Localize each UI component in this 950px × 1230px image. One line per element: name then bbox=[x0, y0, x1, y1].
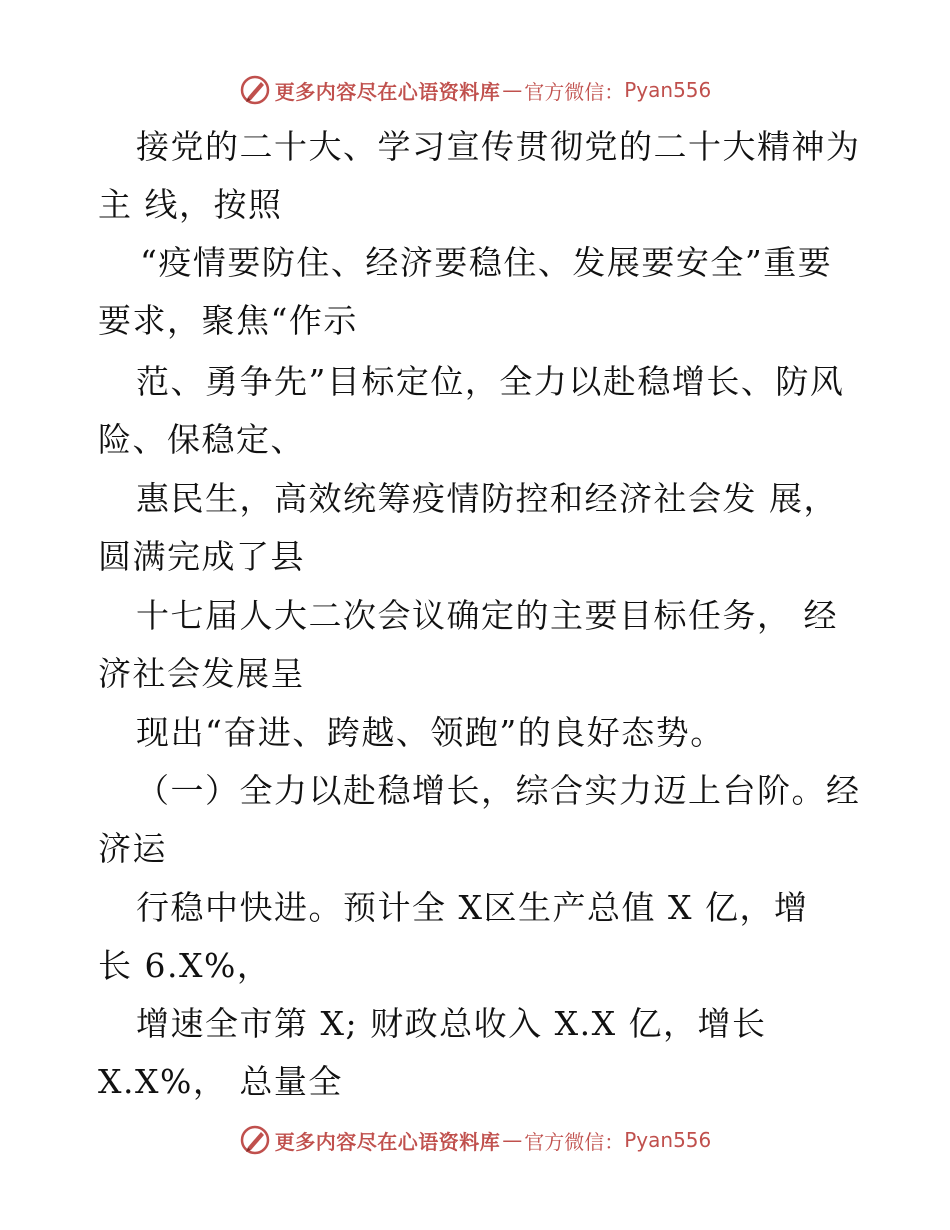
footer-separator: — bbox=[502, 1128, 523, 1152]
body-line-15: 长 6.X%， bbox=[98, 946, 272, 985]
footer-brand-text: 更多内容尽在心语资料库 bbox=[274, 1129, 501, 1154]
body-line-7: 惠民生，高效统筹疫情防控和经济社会发 展， bbox=[136, 479, 838, 518]
body-line-2: 主 线，按照 bbox=[98, 185, 283, 224]
pen-logo-icon bbox=[239, 1124, 271, 1156]
body-line-17: X.X%， 总量全 bbox=[98, 1062, 343, 1101]
body-line-16: 增速全市第 X; 财政总收入 X.X 亿，增长 bbox=[136, 1004, 767, 1043]
body-line-5: 范、勇争先”目标定位，全力以赴稳增长、防风 bbox=[136, 362, 845, 401]
body-line-4: 要求，聚焦“作示 bbox=[98, 301, 358, 340]
body-line-8: 圆满完成了县 bbox=[98, 537, 305, 576]
header-wechat-label: 官方微信： bbox=[524, 79, 625, 104]
body-line-12: （一）全力以赴稳增长，综合实力迈上台阶。经 bbox=[136, 771, 861, 810]
header-wechat-id: Pyan556 bbox=[624, 78, 712, 102]
footer-wechat-label: 官方微信： bbox=[524, 1129, 625, 1154]
body-line-11: 现出“奋进、跨越、领跑”的良好态势。 bbox=[136, 713, 725, 752]
body-line-6: 险、保稳定、 bbox=[98, 420, 305, 459]
body-line-1: 接党的二十大、学习宣传贯彻党的二十大精神为 bbox=[136, 127, 861, 166]
body-line-9: 十七届人大二次会议确定的主要目标任务， 经 bbox=[136, 596, 838, 635]
header-brand-text: 更多内容尽在心语资料库 bbox=[274, 79, 501, 104]
footer-watermark-banner bbox=[0, 1120, 950, 1160]
footer-wechat-id: Pyan556 bbox=[624, 1128, 712, 1152]
body-line-3: “疫情要防住、经济要稳住、发展要安全”重要 bbox=[140, 243, 833, 282]
header-separator: — bbox=[502, 78, 523, 102]
body-line-13: 济运 bbox=[98, 829, 167, 868]
body-line-10: 济社会发展呈 bbox=[98, 654, 305, 693]
body-line-14: 行稳中快进。预计全 X区生产总值 X 亿，增 bbox=[136, 888, 809, 927]
